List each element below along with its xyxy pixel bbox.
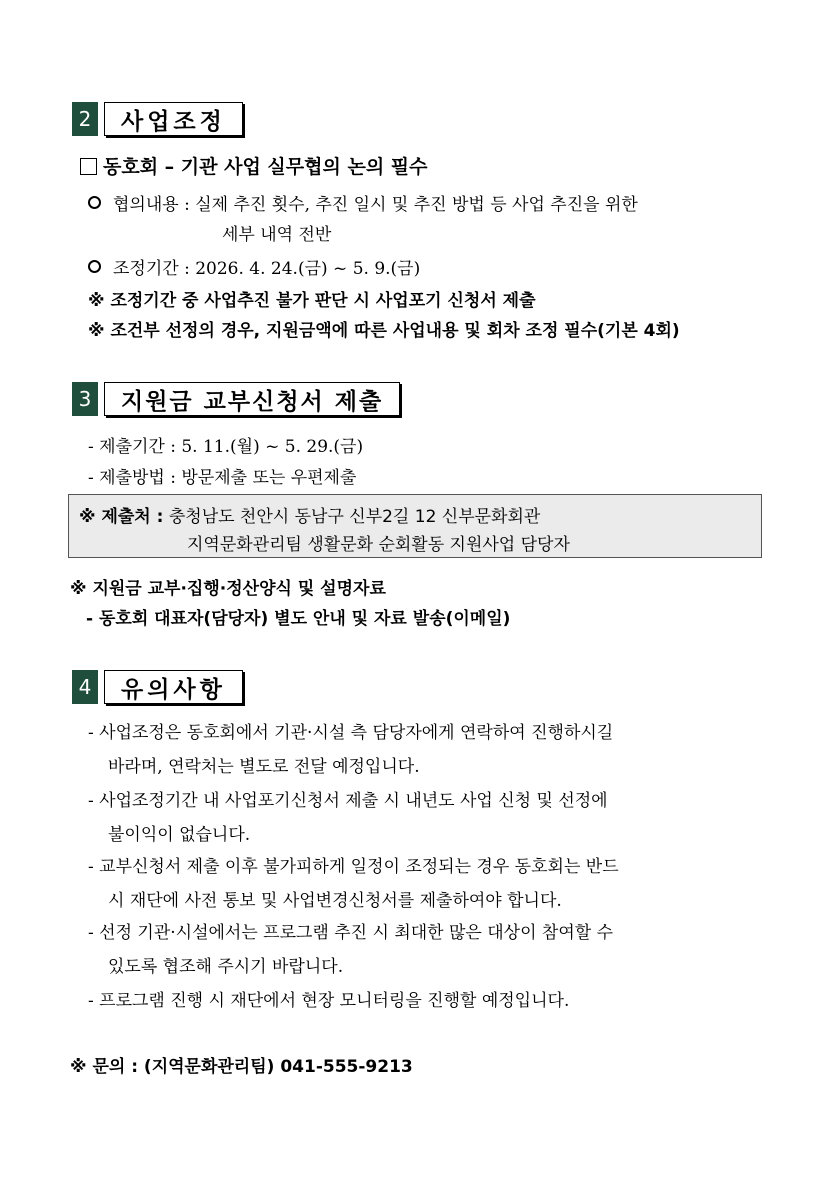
section2-note-2: ※ 조건부 선정의 경우, 지원금액에 따른 사업내용 및 회차 조정 필수(기본 4회)	[88, 321, 680, 341]
item-label: 조정기간 :	[113, 259, 190, 279]
circle-bullet-icon	[88, 196, 101, 209]
notice-line: 있도록 협조해 주시기 바랍니다.	[108, 957, 344, 977]
section2-number: 2	[72, 102, 98, 136]
section3-note-sub: - 동호회 대표자(담당자) 별도 안내 및 자료 발송(이메일)	[86, 609, 511, 629]
notice-line: 바라며, 연락처는 별도로 전달 예정입니다.	[108, 757, 420, 777]
item-text: 2026. 4. 24.(금) ~ 5. 9.(금)	[195, 259, 421, 279]
section3-header	[72, 382, 400, 416]
section2-item-1	[88, 190, 638, 215]
section4-number: 4	[72, 670, 98, 704]
notice-line: 불이익이 없습니다.	[108, 825, 251, 845]
address-box	[68, 494, 762, 558]
section2-title: 사업조정	[104, 102, 243, 136]
section2-item-1-cont: 세부 내역 전반	[222, 225, 332, 245]
notice-line: - 사업조정기간 내 사업포기신청서 제출 시 내년도 사업 신청 및 선정에	[88, 791, 608, 811]
section2-header	[72, 102, 243, 136]
section3-note-title: ※ 지원금 교부·집행·정산양식 및 설명자료	[70, 579, 386, 599]
notice-line: - 교부신청서 제출 이후 불가피하게 일정이 조정되는 경우 동호회는 반드	[88, 857, 619, 877]
contact-info: ※ 문의 : (지역문화관리팀) 041-555-9213	[70, 1057, 413, 1077]
checkbox-square-icon	[80, 158, 97, 175]
section2-note-1: ※ 조정기간 중 사업추진 불가 판단 시 사업포기 신청서 제출	[88, 291, 536, 311]
notice-line: 시 재단에 사전 통보 및 사업변경신청서를 제출하여야 합니다.	[108, 891, 562, 911]
item-label: 협의내용 :	[113, 195, 190, 215]
address-label: ※ 제출처 :	[79, 507, 164, 527]
section2-main-item	[80, 152, 428, 179]
address-text-1: 충청남도 천안시 동남구 신부2길 12 신부문화회관	[168, 507, 541, 527]
section4-title: 유의사항	[104, 670, 243, 704]
section3-item-1: - 제출기간 : 5. 11.(월) ~ 5. 29.(금)	[88, 437, 364, 457]
section4-header	[72, 670, 243, 704]
address-line-1	[79, 502, 540, 527]
section3-number: 3	[72, 382, 98, 416]
notice-line: - 사업조정은 동호회에서 기관·시설 측 담당자에게 연락하여 진행하시길	[88, 723, 614, 743]
section2-main-item-text: 동호회 – 기관 사업 실무협의 논의 필수	[103, 156, 428, 178]
notice-line: - 선정 기관·시설에서는 프로그램 추진 시 최대한 많은 대상이 참여할 수	[88, 923, 614, 943]
address-line-2: 지역문화관리팀 생활문화 순회활동 지원사업 담당자	[187, 535, 570, 555]
notice-line: - 프로그램 진행 시 재단에서 현장 모니터링을 진행할 예정입니다.	[88, 991, 570, 1011]
circle-bullet-icon	[88, 260, 101, 273]
item-text: 실제 추진 횟수, 추진 일시 및 추진 방법 등 사업 추진을 위한	[195, 195, 638, 215]
section2-item-2	[88, 254, 420, 279]
section3-title: 지원금 교부신청서 제출	[104, 382, 400, 416]
section3-item-2: - 제출방법 : 방문제출 또는 우편제출	[88, 468, 357, 488]
